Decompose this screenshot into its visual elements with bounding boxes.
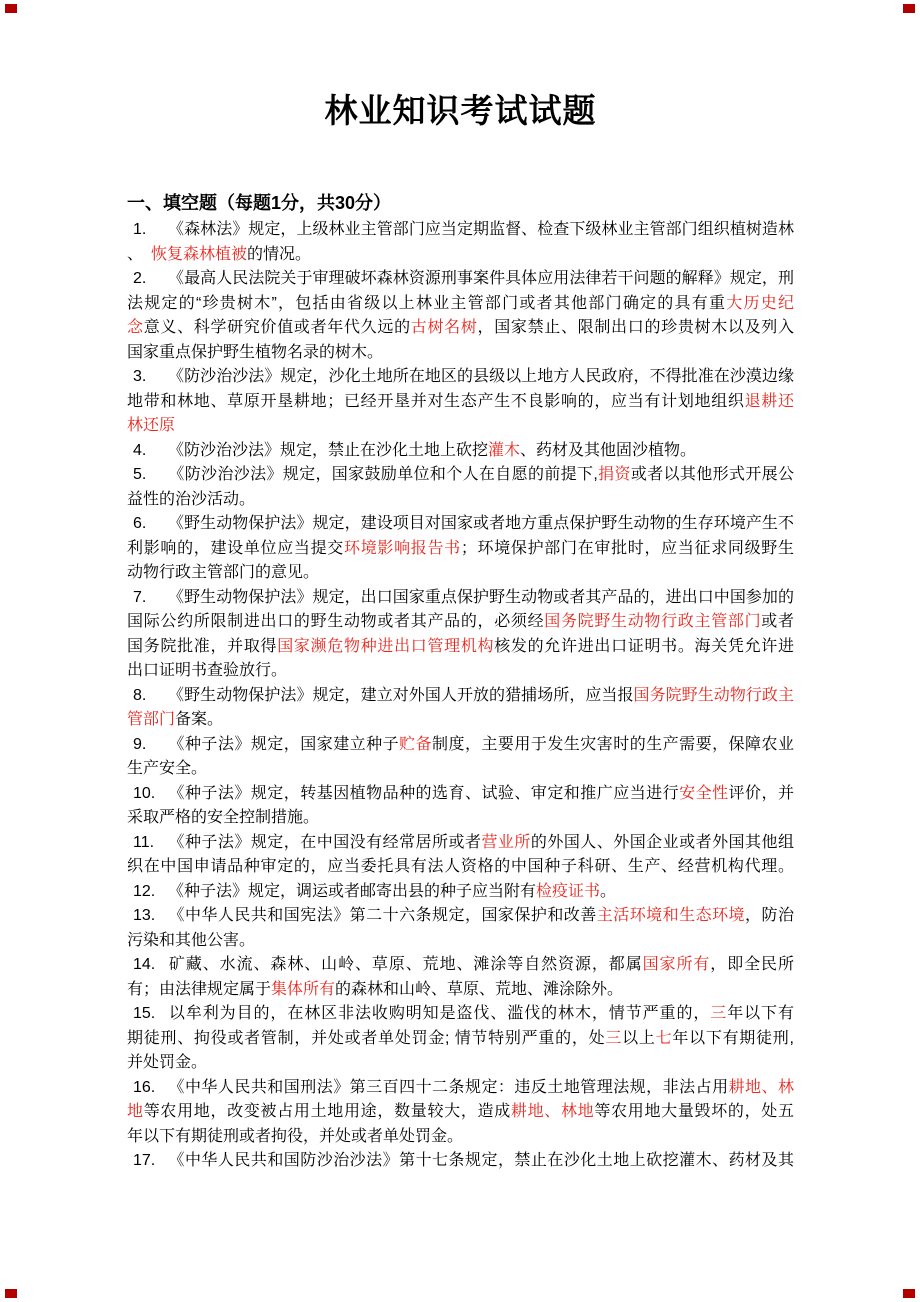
question-text: 国务院批准，并取得 bbox=[127, 637, 278, 655]
text-line bbox=[127, 463, 794, 488]
question-text: 《中华人民共和国防沙治沙法》第十七条规定，禁止在沙化土地上砍挖灌木、药材及其 bbox=[168, 1152, 794, 1169]
corner-mark bbox=[903, 1289, 915, 1298]
answer-text: 国家濒危物种进出口管理机构 bbox=[277, 637, 495, 655]
question-item bbox=[127, 267, 794, 365]
answer-text: 耕地、林地 bbox=[510, 1103, 595, 1120]
text-line bbox=[127, 659, 794, 684]
question-text: 矿藏、水流、森林、山岭、草原、荒地、滩涂等自然资源，都属 bbox=[168, 956, 643, 973]
question-text: 织在中国申请品种审定的，应当委托具有法人资格的中国种子科研、生产、经营机构代理。 bbox=[127, 858, 794, 875]
text-line bbox=[127, 855, 794, 880]
answer-text: 耕地、林 bbox=[728, 1078, 794, 1096]
question-item bbox=[127, 439, 794, 464]
text-line bbox=[127, 439, 794, 464]
question-item bbox=[127, 1149, 794, 1174]
question-text: 。 bbox=[600, 882, 617, 900]
item-number: 16. bbox=[133, 1078, 156, 1096]
question-text: 《森林法》规定，上级林业主管部门应当定期监督、检查下级林业主管部门组织植树造林 bbox=[168, 221, 794, 238]
text-line bbox=[127, 292, 794, 317]
text-line bbox=[127, 831, 794, 856]
answer-text: 念 bbox=[127, 319, 144, 336]
question-text: 国家重点保护野生植物名录的树木。 bbox=[127, 343, 384, 361]
question-text: 污染和其他公害。 bbox=[127, 931, 256, 949]
text-line bbox=[127, 1002, 794, 1027]
question-text: 《种子法》规定，调运或者邮寄出县的种子应当附有 bbox=[168, 882, 537, 900]
item-number: 4. bbox=[133, 441, 147, 459]
item-number: 12. bbox=[133, 882, 156, 900]
text-line bbox=[127, 512, 794, 537]
question-text: 意义、科学研究价值或者年代久远的 bbox=[143, 319, 411, 336]
question-text: 出口证明书查验放行。 bbox=[127, 662, 288, 679]
answer-text: 贮备 bbox=[399, 735, 433, 753]
question-text: 等农用地，改变被占用土地用途，数量较大，造成 bbox=[143, 1103, 511, 1120]
answer-text: 恢复森林植被 bbox=[151, 245, 248, 263]
question-text: 《防沙治沙法》规定，禁止在沙化土地上砍挖 bbox=[168, 441, 489, 459]
question-text: 益性的治沙活动。 bbox=[127, 490, 256, 508]
answer-text: 退耕还 bbox=[744, 392, 794, 410]
question-text: 或者 bbox=[761, 613, 794, 630]
section-heading: 一、填空题（每题1分，共30分） bbox=[127, 193, 392, 213]
answer-text: 安全性 bbox=[679, 784, 729, 802]
answer-text: 三 bbox=[605, 1029, 623, 1047]
question-item bbox=[127, 218, 794, 267]
answer-text: 国家所有 bbox=[642, 956, 711, 973]
question-text: ，防治 bbox=[745, 907, 794, 924]
question-text: 《种子法》规定，国家建立种子 bbox=[168, 735, 400, 753]
item-number: 17. bbox=[133, 1152, 156, 1169]
question-text: 、药材及其他固沙植物。 bbox=[520, 441, 697, 459]
item-number: 15. bbox=[133, 1005, 156, 1022]
question-text: 《中华人民共和国宪法》第二十六条规定，国家保护和改善 bbox=[168, 907, 597, 924]
question-text: 国际公约所限制进出口的野生动物或者其产品的，必须经 bbox=[127, 613, 545, 630]
question-text: 生产安全。 bbox=[127, 760, 208, 777]
answer-text: 集体所有 bbox=[271, 980, 336, 998]
question-text: ，国家禁止、限制出口的珍贵树木以及列入 bbox=[477, 319, 794, 336]
question-item bbox=[127, 782, 794, 831]
answer-text: 地 bbox=[127, 1103, 144, 1120]
corner-mark bbox=[903, 4, 915, 13]
question-text: 以牟利为目的，在林区非法收购明知是盗伐、滥伐的林木，情节严重的， bbox=[168, 1005, 711, 1022]
question-item bbox=[127, 831, 794, 880]
item-number: 6. bbox=[133, 515, 147, 532]
question-list bbox=[127, 218, 794, 1174]
question-item bbox=[127, 953, 794, 1002]
text-line bbox=[127, 586, 794, 611]
text-line bbox=[127, 880, 794, 905]
answer-text: 灌木 bbox=[488, 441, 521, 459]
text-line bbox=[127, 1125, 794, 1150]
item-number: 10. bbox=[133, 784, 156, 802]
question-text: 《防沙治沙法》规定，国家鼓励单位和个人在自愿的前提下, bbox=[168, 466, 598, 483]
answer-text: 管部门 bbox=[127, 711, 176, 728]
question-item bbox=[127, 365, 794, 439]
answer-text: 主活环境和生态环境 bbox=[596, 907, 746, 924]
question-text: 《种子法》规定，在中国没有经常居所或者 bbox=[168, 833, 482, 851]
text-line bbox=[127, 488, 794, 513]
question-item bbox=[127, 1002, 794, 1076]
text-line bbox=[127, 757, 794, 782]
text-line bbox=[127, 341, 794, 366]
question-text: 期徒刑、拘役或者管制，并处或者单处罚金; 情节特别严重的，处 bbox=[127, 1029, 606, 1047]
question-text: 或者以其他形式开展公 bbox=[630, 466, 794, 483]
question-item bbox=[127, 512, 794, 586]
text-line bbox=[127, 1051, 794, 1076]
answer-text: 古树名树 bbox=[410, 319, 478, 336]
item-number: 5. bbox=[133, 466, 147, 483]
item-number: 9. bbox=[133, 735, 147, 753]
text-line bbox=[127, 218, 794, 243]
text-line bbox=[127, 978, 794, 1003]
answer-text: 国务院野生动物行政主管部门 bbox=[544, 613, 762, 630]
text-line bbox=[127, 1100, 794, 1125]
text-line bbox=[127, 904, 794, 929]
question-text: ；环境保护部门在审批时，应当征求同级野生 bbox=[460, 539, 794, 557]
text-line bbox=[127, 635, 794, 660]
item-number: 7. bbox=[133, 588, 147, 606]
text-line bbox=[127, 733, 794, 758]
question-text: 《野生动物保护法》规定，出口国家重点保护野生动物或者其产品的，进出口中国参加的 bbox=[168, 588, 794, 606]
question-text: 并处罚金。 bbox=[127, 1054, 208, 1071]
text-line bbox=[127, 414, 794, 439]
question-text: 备案。 bbox=[175, 711, 224, 728]
text-line bbox=[127, 316, 794, 341]
text-line bbox=[127, 537, 794, 562]
question-text: 地带和林地、草原开垦耕地；已经开垦并对生态产生不良影响的，应当有计划地组织 bbox=[127, 392, 745, 410]
question-text: 核发的允许进出口证明书。海关凭允许进 bbox=[494, 637, 794, 655]
text-line bbox=[127, 390, 794, 415]
question-text: 动物行政主管部门的意见。 bbox=[127, 564, 320, 581]
text-line bbox=[127, 1027, 794, 1052]
text-line bbox=[127, 243, 794, 268]
text-line bbox=[127, 708, 794, 733]
answer-text: 营业所 bbox=[481, 833, 531, 851]
answer-text: 捐资 bbox=[597, 466, 631, 483]
text-line bbox=[127, 684, 794, 709]
question-text: 法规定的“珍贵树木”，包括由省级以上林业主管部门或者其他部门确定的具有重 bbox=[127, 294, 727, 312]
item-number: 14. bbox=[133, 956, 156, 973]
answer-text: 林还原 bbox=[127, 417, 176, 434]
question-text: 《防沙治沙法》规定，沙化土地所在地区的县级以上地方人民政府，不得批准在沙漠边缘 bbox=[168, 368, 794, 385]
text-line bbox=[127, 806, 794, 831]
item-number: 8. bbox=[133, 686, 147, 704]
item-number: 2. bbox=[133, 270, 147, 287]
question-item bbox=[127, 1076, 794, 1150]
question-text: 《野生动物保护法》规定，建设项目对国家或者地方重点保护野生动物的生存环境产生不 bbox=[168, 515, 794, 532]
answer-text: 国务院野生动物行政主 bbox=[633, 686, 794, 704]
question-text: 年以下有期徒刑, bbox=[672, 1029, 794, 1047]
question-text: 评价，并 bbox=[728, 784, 794, 802]
text-line bbox=[127, 561, 794, 586]
text-line bbox=[127, 1149, 794, 1174]
corner-mark bbox=[5, 1289, 17, 1298]
question-item bbox=[127, 463, 794, 512]
question-item bbox=[127, 904, 794, 953]
question-text: 《野生动物保护法》规定，建立对外国人开放的猎捕场所，应当报 bbox=[168, 686, 634, 704]
corner-mark bbox=[5, 4, 17, 13]
question-text: 以上 bbox=[622, 1029, 656, 1047]
question-text: 等农用地大量毁坏的，处五 bbox=[594, 1103, 794, 1120]
question-item bbox=[127, 733, 794, 782]
text-line bbox=[127, 953, 794, 978]
text-line bbox=[127, 610, 794, 635]
text-line bbox=[127, 1076, 794, 1101]
question-text: 采取严格的安全控制措施。 bbox=[127, 809, 320, 826]
question-text: 利影响的，建设单位应当提交 bbox=[127, 539, 344, 557]
answer-text: 检疫证书 bbox=[536, 882, 601, 900]
question-text: 年以下有期徒刑或者拘役，并处或者单处罚金。 bbox=[127, 1127, 464, 1145]
question-text: 《中华人民共和国刑法》第三百四十二条规定：违反土地管理法规，非法占用 bbox=[168, 1078, 729, 1096]
question-text: 制度，主要用于发生灾害时的生产需要，保障农业 bbox=[432, 735, 794, 753]
question-text: ，即全民所 bbox=[710, 956, 794, 973]
page-title: 林业知识考试试题 bbox=[324, 92, 597, 129]
item-number: 11. bbox=[133, 833, 155, 851]
question-text: 的情况。 bbox=[247, 245, 312, 263]
text-line bbox=[127, 365, 794, 390]
question-text: 有；由法律规定属于 bbox=[127, 980, 272, 998]
answer-text: 七 bbox=[655, 1029, 673, 1047]
question-item bbox=[127, 684, 794, 733]
item-number: 3. bbox=[133, 368, 147, 385]
answer-text: 大历史纪 bbox=[726, 294, 794, 312]
answer-text: 三 bbox=[710, 1005, 728, 1022]
answer-text: 环境影响报告书 bbox=[344, 539, 461, 557]
text-line bbox=[127, 782, 794, 807]
question-text: 年以下有 bbox=[727, 1005, 794, 1022]
text-line bbox=[127, 267, 794, 292]
question-item bbox=[127, 880, 794, 905]
question-text: 、 bbox=[127, 245, 152, 263]
question-text: 的外国人、外国企业或者外国其他组 bbox=[530, 833, 794, 851]
question-text: 《最高人民法院关于审理破坏森林资源刑事案件具体应用法律若干问题的解释》规定，刑 bbox=[168, 270, 794, 287]
question-item bbox=[127, 586, 794, 684]
question-text: 的森林和山岭、草原、荒地、滩涂除外。 bbox=[335, 980, 624, 998]
item-number: 13. bbox=[133, 907, 156, 924]
item-number: 1. bbox=[133, 221, 147, 238]
question-text: 《种子法》规定，转基因植物品种的选育、试验、审定和推广应当进行 bbox=[168, 784, 680, 802]
text-line bbox=[127, 929, 794, 954]
